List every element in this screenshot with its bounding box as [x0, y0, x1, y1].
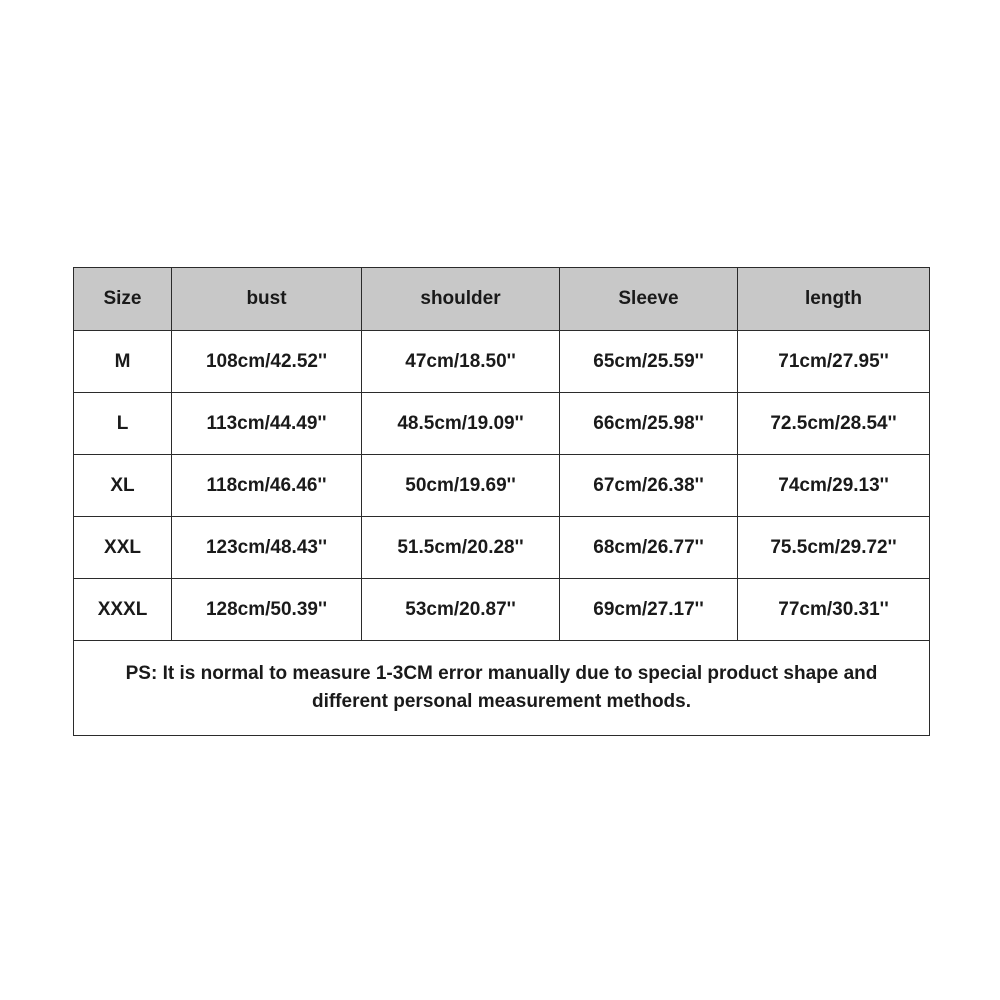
table-row [74, 331, 930, 393]
bust-cell: 123cm/48.43'' [172, 517, 362, 579]
note-row [74, 641, 930, 736]
length-cell: 77cm/30.31'' [738, 579, 930, 641]
header-sleeve: Sleeve [560, 268, 738, 331]
shoulder-cell: 47cm/18.50'' [362, 331, 560, 393]
length-cell: 75.5cm/29.72'' [738, 517, 930, 579]
header-length: length [738, 268, 930, 331]
table-row [74, 579, 930, 641]
size-chart-table [73, 267, 930, 736]
sleeve-cell: 65cm/25.59'' [560, 331, 738, 393]
header-bust: bust [172, 268, 362, 331]
size-cell: XXXL [74, 579, 172, 641]
shoulder-cell: 50cm/19.69'' [362, 455, 560, 517]
header-row [74, 268, 930, 331]
shoulder-cell: 53cm/20.87'' [362, 579, 560, 641]
size-chart-body [74, 331, 930, 736]
bust-cell: 113cm/44.49'' [172, 393, 362, 455]
length-cell: 71cm/27.95'' [738, 331, 930, 393]
size-chart-header [74, 268, 930, 331]
table-row [74, 517, 930, 579]
bust-cell: 128cm/50.39'' [172, 579, 362, 641]
size-cell: L [74, 393, 172, 455]
length-cell: 74cm/29.13'' [738, 455, 930, 517]
sleeve-cell: 68cm/26.77'' [560, 517, 738, 579]
table-row [74, 455, 930, 517]
size-cell: XL [74, 455, 172, 517]
bust-cell: 118cm/46.46'' [172, 455, 362, 517]
size-cell: XXL [74, 517, 172, 579]
sleeve-cell: 67cm/26.38'' [560, 455, 738, 517]
sleeve-cell: 66cm/25.98'' [560, 393, 738, 455]
shoulder-cell: 51.5cm/20.28'' [362, 517, 560, 579]
bust-cell: 108cm/42.52'' [172, 331, 362, 393]
shoulder-cell: 48.5cm/19.09'' [362, 393, 560, 455]
header-size: Size [74, 268, 172, 331]
measurement-note: PS: It is normal to measure 1-3CM error manually due to special product shape and different personal measurement methods. [74, 641, 930, 736]
table-row [74, 393, 930, 455]
sleeve-cell: 69cm/27.17'' [560, 579, 738, 641]
size-cell: M [74, 331, 172, 393]
header-shoulder: shoulder [362, 268, 560, 331]
length-cell: 72.5cm/28.54'' [738, 393, 930, 455]
